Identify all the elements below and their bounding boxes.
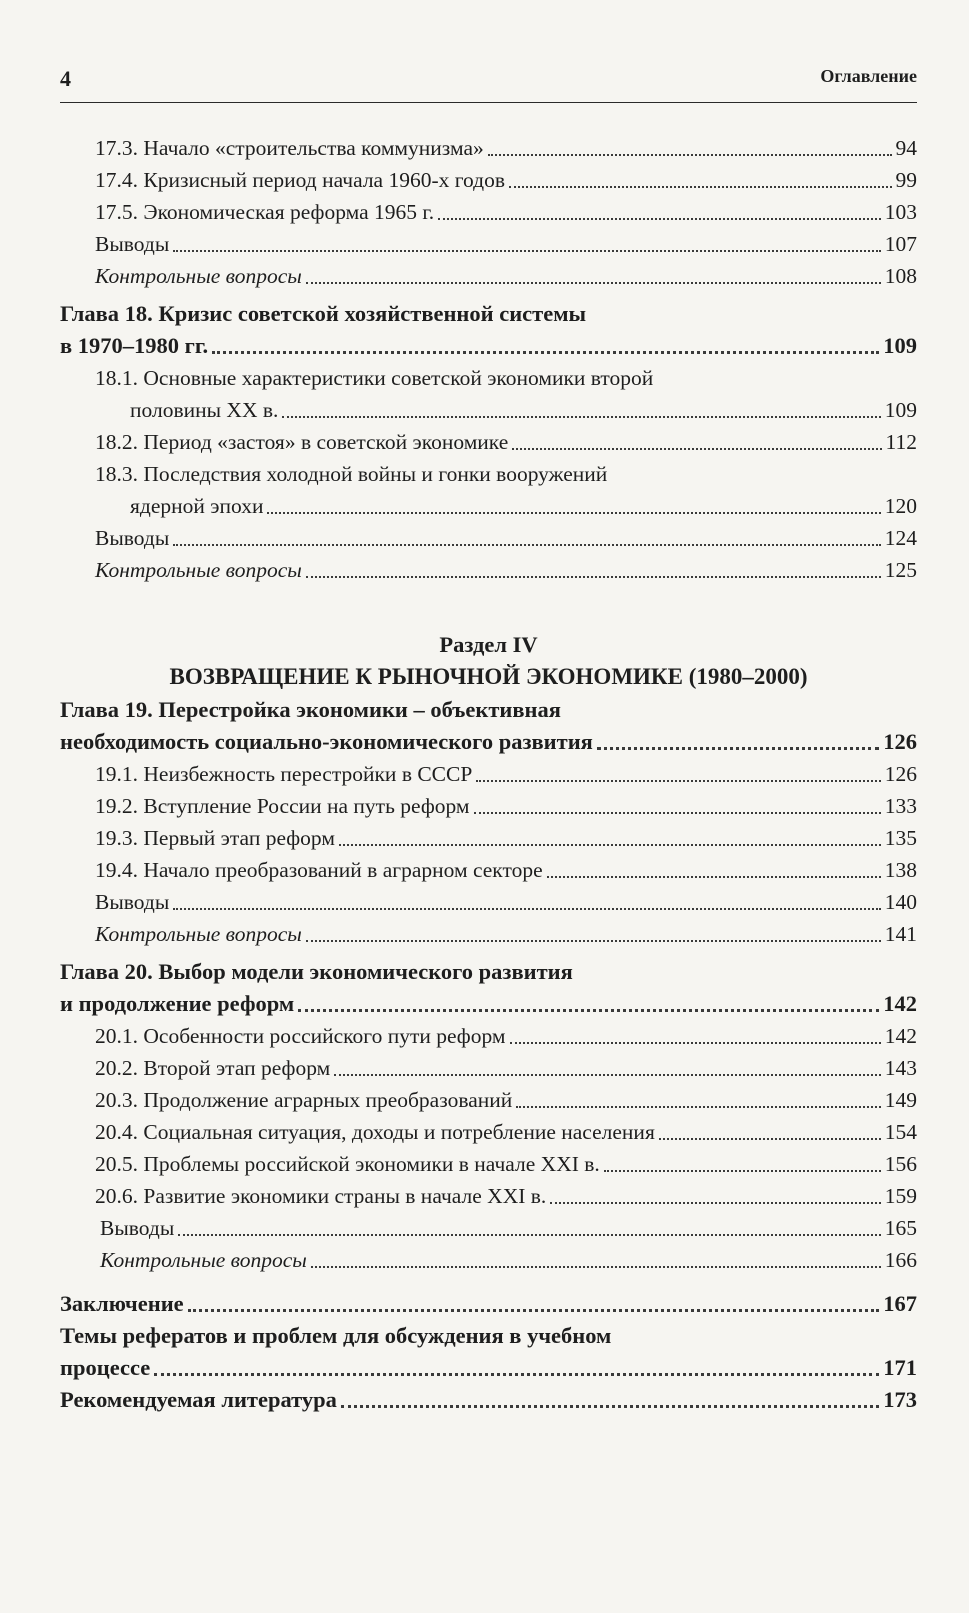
page-number: 4 <box>60 66 71 91</box>
toc-entry-18-1-line1[interactable]: 18.1. Основные характеристики советской экономики второй <box>95 366 654 390</box>
toc-entry-18-1[interactable]: половины XX в. 109 <box>130 398 917 422</box>
toc-entry-20-conclusions[interactable]: Выводы 165 <box>100 1216 917 1240</box>
toc-entry-19-3[interactable]: 19.3. Первый этап реформ 135 <box>95 826 917 850</box>
toc-chapter-18-title[interactable]: Глава 18. Кризис советской хозяйственной системы <box>60 301 587 326</box>
toc-chapter-19-title[interactable]: Глава 19. Перестройка экономики – объективная <box>60 697 561 722</box>
section-label: Раздел IV <box>439 632 538 657</box>
toc-literature[interactable]: Рекомендуемая литература 173 <box>60 1387 917 1412</box>
toc-entry-20-1[interactable]: 20.1. Особенности российского пути реформ 142 <box>95 1024 917 1048</box>
page-header <box>60 66 917 103</box>
toc-entry-17-conclusions[interactable]: Выводы 107 <box>95 232 917 256</box>
toc-chapter-18[interactable]: в 1970–1980 гг. 109 <box>60 333 917 358</box>
toc-entry-18-2[interactable]: 18.2. Период «застоя» в советской экономике 112 <box>95 430 917 454</box>
toc-entry-18-conclusions[interactable]: Выводы 124 <box>95 526 917 550</box>
toc-entry-20-4[interactable]: 20.4. Социальная ситуация, доходы и потребление населения 154 <box>95 1120 917 1144</box>
toc-chapter-20[interactable]: и продолжение реформ 142 <box>60 991 917 1016</box>
toc-entry-20-questions[interactable]: Контрольные вопросы 166 <box>100 1248 917 1272</box>
toc-entry-19-1[interactable]: 19.1. Неизбежность перестройки в СССР 126 <box>95 762 917 786</box>
section-title: ВОЗВРАЩЕНИЕ К РЫНОЧНОЙ ЭКОНОМИКЕ (1980–2000) <box>169 664 808 689</box>
toc-entry-17-4[interactable]: 17.4. Кризисный период начала 1960-х годов 99 <box>95 168 917 192</box>
toc-entry-17-5[interactable]: 17.5. Экономическая реформа 1965 г. 103 <box>95 200 917 224</box>
toc-topics-title[interactable]: Темы рефератов и проблем для обсуждения в учебном <box>60 1323 612 1348</box>
table-of-contents <box>60 132 917 1416</box>
toc-entry-18-3-line1[interactable]: 18.3. Последствия холодной войны и гонки вооружений <box>95 462 608 486</box>
toc-entry-20-5[interactable]: 20.5. Проблемы российской экономики в начале XXI в. 156 <box>95 1152 917 1176</box>
toc-entry-18-questions[interactable]: Контрольные вопросы 125 <box>95 558 917 582</box>
toc-entry-18-3[interactable]: ядерной эпохи 120 <box>130 494 917 518</box>
toc-entry-19-2[interactable]: 19.2. Вступление России на путь реформ 133 <box>95 794 917 818</box>
toc-topics[interactable]: процессе 171 <box>60 1355 917 1380</box>
toc-entry-17-questions[interactable]: Контрольные вопросы 108 <box>95 264 917 288</box>
running-title: Оглавление <box>820 66 917 86</box>
toc-entry-19-4[interactable]: 19.4. Начало преобразований в аграрном секторе 138 <box>95 858 917 882</box>
toc-chapter-19[interactable]: необходимость социально-экономического развития 126 <box>60 729 917 754</box>
toc-entry-20-3[interactable]: 20.3. Продолжение аграрных преобразований 149 <box>95 1088 917 1112</box>
toc-entry-19-conclusions[interactable]: Выводы 140 <box>95 890 917 914</box>
toc-entry-20-6[interactable]: 20.6. Развитие экономики страны в начале XXI в. 159 <box>95 1184 917 1208</box>
toc-conclusion[interactable]: Заключение 167 <box>60 1291 917 1316</box>
toc-entry-19-questions[interactable]: Контрольные вопросы 141 <box>95 922 917 946</box>
toc-entry-17-3[interactable]: 17.3. Начало «строительства коммунизма» 94 <box>95 136 917 160</box>
toc-chapter-20-title[interactable]: Глава 20. Выбор модели экономического развития <box>60 959 573 984</box>
toc-entry-20-2[interactable]: 20.2. Второй этап реформ 143 <box>95 1056 917 1080</box>
